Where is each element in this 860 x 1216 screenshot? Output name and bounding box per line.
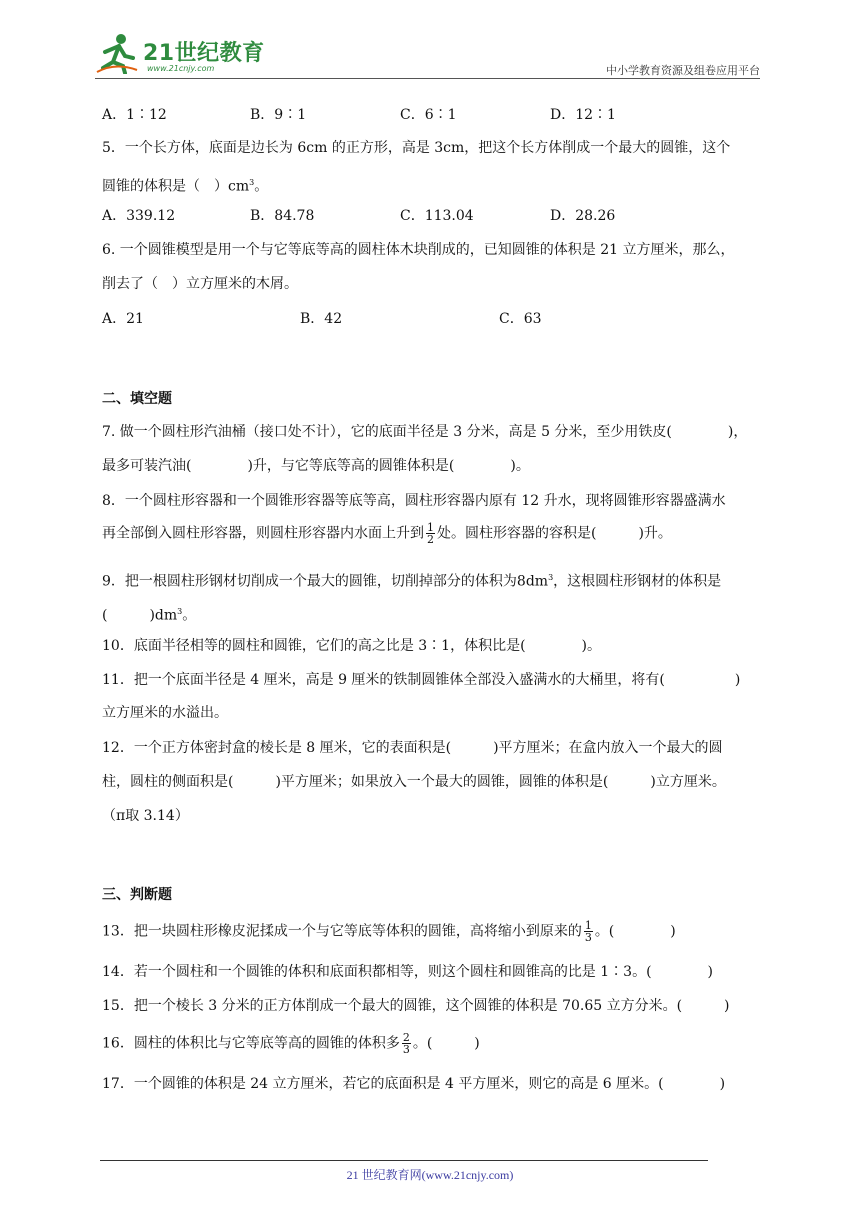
q6-option-a: A．21 [102, 311, 144, 327]
q5-option-d: D．28.26 [550, 208, 616, 224]
q6-option-b: B．42 [300, 311, 343, 327]
q12-line3: （π取 3.14） [102, 808, 189, 824]
page-header [95, 30, 760, 80]
q14-line: 14．若一个圆柱和一个圆锥的体积和底面积都相等，则这个圆柱和圆锥高的比是 1∶3。( ) [102, 964, 714, 980]
q5-option-a: A．339.12 [102, 208, 176, 224]
q9-line2: ( )$dm^3$。 [102, 607, 197, 624]
q5-option-c: C．113.04 [400, 208, 474, 224]
q4-option-d: D．12∶1 [550, 107, 616, 123]
logo-text: 21世纪教育 [143, 41, 265, 66]
q7-line2: 最多可装汽油( )升，与它等底等高的圆锥体积是( )。 [102, 458, 530, 474]
q5-line2: 圆锥的体积是（ ）$cm^3$。 [102, 178, 269, 195]
q11-line2: 立方厘米的水溢出。 [102, 705, 228, 721]
q12-line1: 12．一个正方体密封盒的棱长是 8 厘米，它的表面积是( )平方厘米；在盒内放入一个最大的圆 [102, 740, 723, 756]
section-judgment-title: 三、判断题 [102, 887, 172, 903]
footer-text[interactable]: 21 世纪教育网(www.21cnjy.com) [346, 1168, 514, 1182]
q4-option-a: A．1∶12 [102, 107, 167, 123]
q6-line2: 削去了（ ）立方厘米的木屑。 [102, 276, 298, 292]
footer-divider [100, 1160, 708, 1161]
q11-line1: 11．把一个底面半径是 4 厘米，高是 9 厘米的铁制圆锥体全部没入盛满水的大桶里，将有( ) [102, 672, 741, 688]
q13-line: 13．把一块圆柱形橡皮泥揉成一个与它等底等体积的圆锥，高将缩小到原来的 $\frac{1}{3}$ 。( ) [102, 919, 676, 944]
q4-option-c: C．6∶1 [400, 107, 457, 123]
q10-line: 10．底面半径相等的圆柱和圆锥，它们的高之比是 3∶1，体积比是( )。 [102, 638, 602, 654]
header-divider [95, 78, 760, 79]
q9-line1: 9．把一根圆柱形钢材切削成一个最大的圆锥，切削掉部分的体积为$8dm^3$，这根圆柱形钢材的体积是 [102, 573, 722, 590]
fraction-two-thirds: $\frac{2}{3}$ [402, 1031, 410, 1056]
fraction-one-half: $\frac{1}{2}$ [427, 521, 434, 546]
q17-line: 17．一个圆锥的体积是 24 立方厘米，若它的底面积是 4 平方厘米，则它的高是 6 厘米。( ) [102, 1076, 726, 1092]
q5-option-b: B．84.78 [250, 208, 315, 224]
q4-option-b: B．9∶1 [250, 107, 307, 123]
fraction-one-third: $\frac{1}{3}$ [584, 919, 592, 944]
site-logo [95, 32, 275, 78]
logo-url: www.21cnjy.com [147, 64, 215, 73]
q7-line1: 7. 做一个圆柱形汽油桶（接口处不计），它的底面半径是 3 分米，高是 5 分米，至少用铁皮( )， [102, 424, 748, 440]
platform-name: 中小学教育资源及组卷应用平台 [606, 65, 760, 77]
q6-line1: 6. 一个圆锥模型是用一个与它等底等高的圆柱体木块削成的，已知圆锥的体积是 21 立方厘米，那么， [102, 242, 735, 258]
q6-option-c: C．63 [499, 311, 542, 327]
q15-line: 15．把一个棱长 3 分米的正方体削成一个最大的圆锥，这个圆锥的体积是 70.65 立方分米。( ) [102, 998, 730, 1014]
q16-line: 16．圆柱的体积比与它等底等高的圆锥的体积多 $\frac{2}{3}$ 。( ) [102, 1031, 480, 1056]
q12-line2: 柱，圆柱的侧面积是( )平方厘米；如果放入一个最大的圆锥，圆锥的体积是( )立方厘米。 [102, 774, 726, 790]
q8-line2: 再全部倒入圆柱形容器，则圆柱形容器内水面上升到 $\frac{1}{2}$ 处。圆柱形容器的容积是( )升。 [102, 521, 672, 546]
runner-icon [95, 32, 139, 74]
q8-line1: 8．一个圆柱形容器和一个圆锥形容器等底等高，圆柱形容器内原有 12 升水，现将圆锥形容器盛满水 [102, 493, 726, 509]
q5-line1: 5．一个长方体，底面是边长为 6cm 的正方形，高是 3cm，把这个长方体削成一个最大的圆锥，这个 [102, 140, 731, 156]
section-fill-in-title: 二、填空题 [102, 391, 172, 407]
